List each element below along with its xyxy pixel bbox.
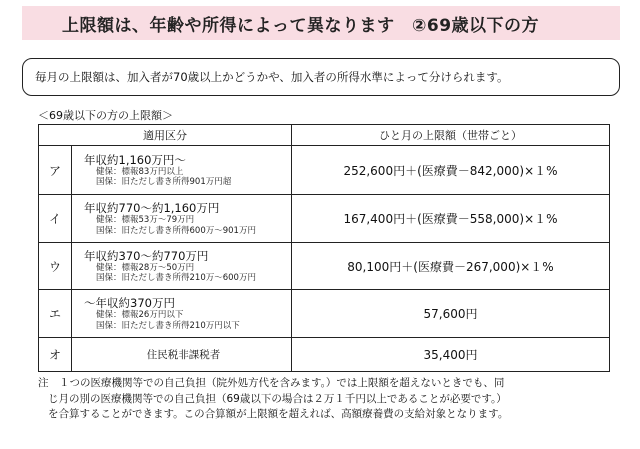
table-row [39, 146, 610, 195]
row-income: 年収約370～約770万円 [84, 248, 209, 263]
row-category: ウ [39, 243, 72, 290]
row-category: エ [39, 290, 72, 338]
limit-table [38, 124, 610, 372]
row-amount: 80,100円＋(医療費－267,000)×１% [292, 243, 610, 290]
row-criteria-label: 住民税非課税者 [72, 338, 292, 372]
table-header-row [39, 125, 610, 146]
row-amount: 35,400円 [292, 338, 610, 372]
row-kenpo: 健保：標報53万～79万円 [96, 215, 195, 225]
table-row [39, 290, 610, 338]
row-category: ア [39, 146, 72, 195]
row-kokuho: 国保：旧ただし書き所得600万～901万円 [96, 225, 256, 236]
row-criteria [72, 243, 292, 290]
table-row [39, 338, 610, 372]
page-title: 上限額は、年齢や所得によって異なります ②69歳以下の方 [62, 15, 540, 36]
row-category: イ [39, 195, 72, 243]
row-criteria [72, 290, 292, 338]
row-income: ～年収約370万円 [84, 296, 175, 310]
row-amount: 167,400円＋(医療費－558,000)×１% [292, 195, 610, 243]
footnote-line: を合算することができます。この合算額が上限額を超えれば、高額療養費の支給対象となります。 [48, 408, 509, 420]
header-amount: ひと月の上限額（世帯ごと） [292, 125, 610, 146]
row-kenpo: 健保：標報28万～50万円 [96, 262, 195, 273]
table-caption: ＜69歳以下の方の上限額＞ [38, 109, 173, 122]
info-note-box [22, 58, 620, 96]
footnote-line: 注 １つの医療機関等での自己負担（院外処方代を含みます。）では上限額を超えないときでも、同 [38, 377, 505, 389]
info-note-text: 毎月の上限額は、加入者が70歳以上かどうかや、加入者の所得水準によって分けられます。 [35, 70, 509, 84]
row-category: オ [39, 338, 72, 372]
row-criteria [72, 146, 292, 195]
row-amount: 57,600円 [292, 290, 610, 338]
row-kenpo: 健保：標報26万円以下 [96, 310, 184, 320]
table-row [39, 243, 610, 290]
row-income: 年収約770～約1,160万円 [84, 201, 220, 215]
row-criteria [72, 195, 292, 243]
row-kokuho: 国保：旧ただし書き所得901万円超 [96, 177, 232, 187]
table-row [39, 195, 610, 243]
page-title-banner [22, 6, 620, 40]
row-kokuho: 国保：旧ただし書き所得210万円以下 [96, 320, 240, 331]
row-income: 年収約1,160万円～ [84, 152, 186, 167]
footnote-line: じ月の別の医療機関等での自己負担（69歳以下の場合は２万１千円以上であることが必要です。） [48, 392, 507, 405]
header-category: 適用区分 [39, 125, 292, 146]
row-kenpo: 健保：標報83万円以上 [96, 166, 184, 177]
row-kokuho: 国保：旧ただし書き所得210万～600万円 [96, 273, 256, 283]
row-amount: 252,600円＋(医療費－842,000)×１% [292, 146, 610, 195]
footnote [38, 376, 622, 423]
